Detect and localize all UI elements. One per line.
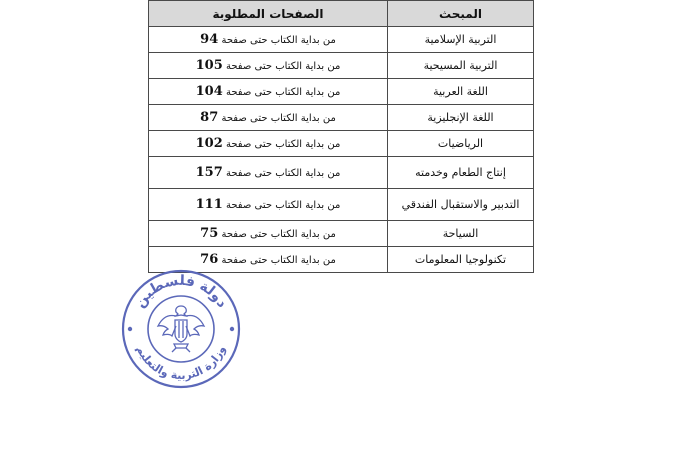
pages-cell [149, 105, 388, 131]
page-number: 87 [200, 110, 219, 125]
table-row [149, 105, 534, 131]
stamp-bottom-text: وزارة التربية والتعليم [133, 343, 229, 383]
pages-cell [149, 53, 388, 79]
page-number: 105 [195, 58, 223, 73]
subject-cell: إنتاج الطعام وخدمته [388, 157, 534, 189]
table-row [149, 53, 534, 79]
page-number: 102 [195, 136, 223, 151]
table-row [149, 157, 534, 189]
subject-cell: التدبير والاستقبال الفندقي [388, 189, 534, 221]
pages-prefix: من بداية الكتاب حتى صفحة [221, 113, 336, 124]
stamp-top-text: دولة فلسطين [131, 272, 231, 311]
page-number: 157 [195, 165, 223, 180]
pages-prefix: من بداية الكتاب حتى صفحة [221, 35, 336, 46]
pages-prefix: من بداية الكتاب حتى صفحة [225, 168, 341, 179]
page-number: 75 [200, 226, 219, 241]
header-pages: الصفحات المطلوبة [149, 1, 388, 27]
pages-cell [149, 131, 388, 157]
page-number: 94 [200, 32, 219, 47]
pages-cell [149, 189, 388, 221]
pages-prefix: من بداية الكتاب حتى صفحة [221, 255, 336, 266]
page-number: 111 [195, 197, 223, 212]
pages-cell [149, 27, 388, 53]
subject-cell: السياحة [388, 221, 534, 247]
subject-cell: التربية المسيحية [388, 53, 534, 79]
eagle-emblem-icon [158, 306, 204, 352]
stamp-star-icon [128, 327, 132, 331]
table-row [149, 221, 534, 247]
table-row [149, 131, 534, 157]
table-row [149, 79, 534, 105]
page-number: 104 [195, 84, 223, 99]
page-number: 76 [200, 252, 219, 267]
subjects-pages-table [148, 0, 534, 273]
pages-cell [149, 221, 388, 247]
pages-prefix: من بداية الكتاب حتى صفحة [225, 61, 341, 72]
subject-cell: اللغة الإنجليزية [388, 105, 534, 131]
table-header-row [149, 1, 534, 27]
stamp-graphic [120, 268, 242, 390]
table-row [149, 189, 534, 221]
subject-cell: الرياضيات [388, 131, 534, 157]
stamp-star-icon [230, 327, 234, 331]
pages-prefix: من بداية الكتاب حتى صفحة [225, 87, 341, 98]
pages-prefix: من بداية الكتاب حتى صفحة [225, 200, 341, 211]
subject-cell: اللغة العربية [388, 79, 534, 105]
pages-cell [149, 79, 388, 105]
table-row [149, 27, 534, 53]
subject-cell: تكنولوجيا المعلومات [388, 247, 534, 273]
subject-cell: التربية الإسلامية [388, 27, 534, 53]
pages-cell [149, 157, 388, 189]
pages-prefix: من بداية الكتاب حتى صفحة [221, 229, 336, 240]
pages-prefix: من بداية الكتاب حتى صفحة [225, 139, 341, 150]
header-subject: المبحث [388, 1, 534, 27]
ministry-stamp [120, 268, 242, 390]
